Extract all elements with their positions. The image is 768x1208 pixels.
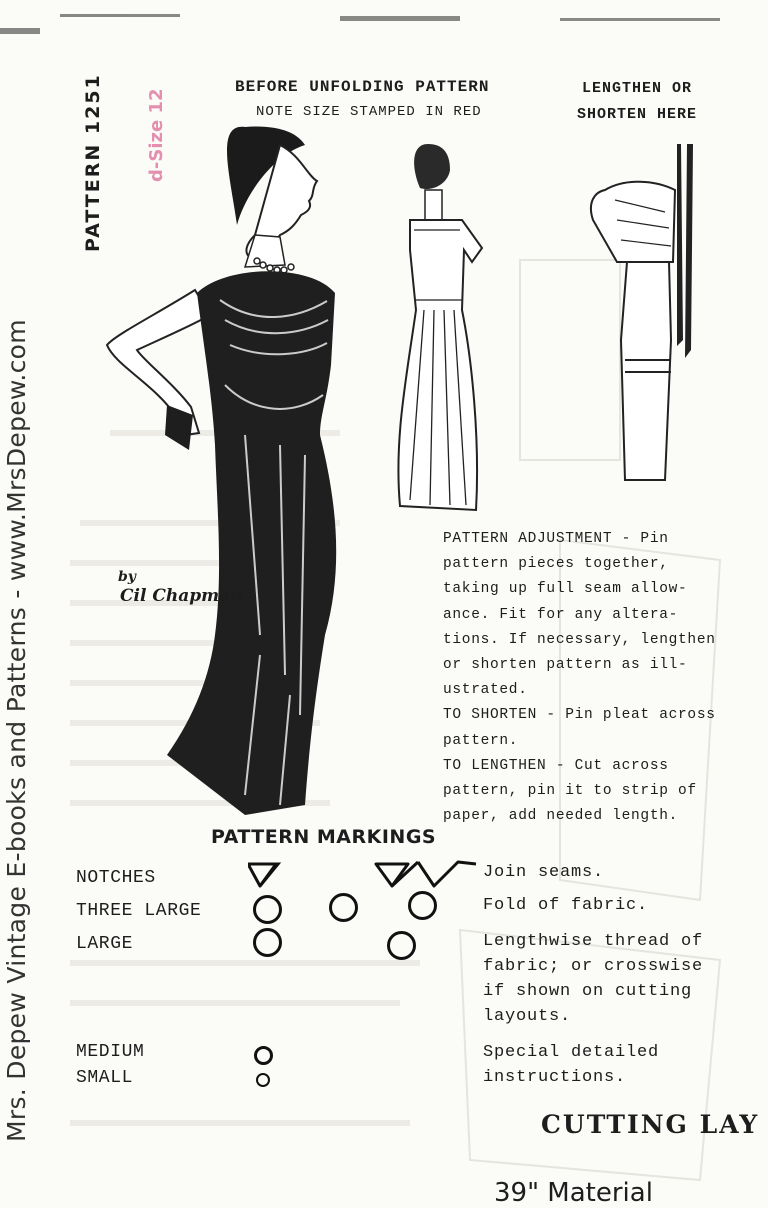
adjustment-line: ance. Fit for any altera- bbox=[443, 606, 679, 623]
cutting-layout-heading: CUTTING LAY bbox=[541, 1110, 760, 1139]
adjustment-line: TO SHORTEN - Pin pleat across bbox=[443, 707, 716, 724]
adjustment-line: PATTERN ADJUSTMENT - Pin bbox=[443, 531, 669, 547]
label-small: SMALL bbox=[76, 1068, 134, 1088]
desc-join-seams: Join seams. bbox=[483, 863, 605, 882]
adjustment-line: tions. If necessary, lengthen bbox=[443, 631, 716, 648]
large-circle-icon bbox=[387, 931, 416, 960]
lengthen-heading: LENGTHEN OR bbox=[582, 80, 693, 97]
large-circle-icon bbox=[253, 928, 282, 957]
pattern-markings-title: PATTERN MARKINGS bbox=[211, 826, 437, 848]
adjustment-line: or shorten pattern as ill- bbox=[443, 657, 688, 674]
dress-front-illustration bbox=[95, 115, 365, 825]
adjustment-line: pattern pieces together, bbox=[443, 556, 669, 573]
dress-back-illustration bbox=[380, 140, 490, 520]
size-stamp: d-Size 12 bbox=[146, 88, 167, 182]
three-large-circle-icon bbox=[329, 893, 358, 922]
label-large: LARGE bbox=[76, 934, 134, 954]
adjustment-line: taking up full seam allow- bbox=[443, 581, 688, 598]
label-notches: NOTCHES bbox=[76, 868, 156, 888]
adjustment-line: pattern, pin it to strip of bbox=[443, 783, 697, 800]
desc-fold: Fold of fabric. bbox=[483, 896, 649, 915]
adjustment-line: TO LENGTHEN - Cut across bbox=[443, 757, 669, 774]
material-width-label: 39" Material bbox=[494, 1178, 653, 1208]
pattern-number: PATTERN 1251 bbox=[82, 73, 104, 252]
artist-signature: by Cil Chapman bbox=[118, 569, 243, 606]
three-large-circle-icon bbox=[253, 895, 282, 924]
small-circle-icon bbox=[256, 1073, 270, 1087]
unfolding-heading: BEFORE UNFOLDING PATTERN bbox=[235, 78, 490, 96]
watermark: Mrs. Depew Vintage E-books and Patterns - www.MrsDepew.com bbox=[2, 319, 31, 1142]
label-three-large: THREE LARGE bbox=[76, 901, 202, 921]
adjustment-line: pattern. bbox=[443, 732, 519, 749]
lengthen-shorten-illustration bbox=[585, 140, 705, 485]
size-note: NOTE SIZE STAMPED IN RED bbox=[256, 104, 482, 120]
adjustment-line: paper, add needed length. bbox=[443, 808, 679, 825]
adjustment-instructions bbox=[443, 527, 716, 829]
shorten-heading: SHORTEN HERE bbox=[577, 106, 698, 123]
label-medium: MEDIUM bbox=[76, 1042, 145, 1062]
three-large-circle-icon bbox=[408, 891, 437, 920]
desc-grainline: Lengthwise thread of fabric; or crosswise if shown on cutting layouts. bbox=[483, 932, 704, 1026]
adjustment-line: ustrated. bbox=[443, 682, 528, 699]
desc-special: Special detailed instructions. bbox=[483, 1043, 660, 1087]
notch-symbols bbox=[248, 860, 478, 894]
medium-circle-icon bbox=[254, 1046, 273, 1065]
